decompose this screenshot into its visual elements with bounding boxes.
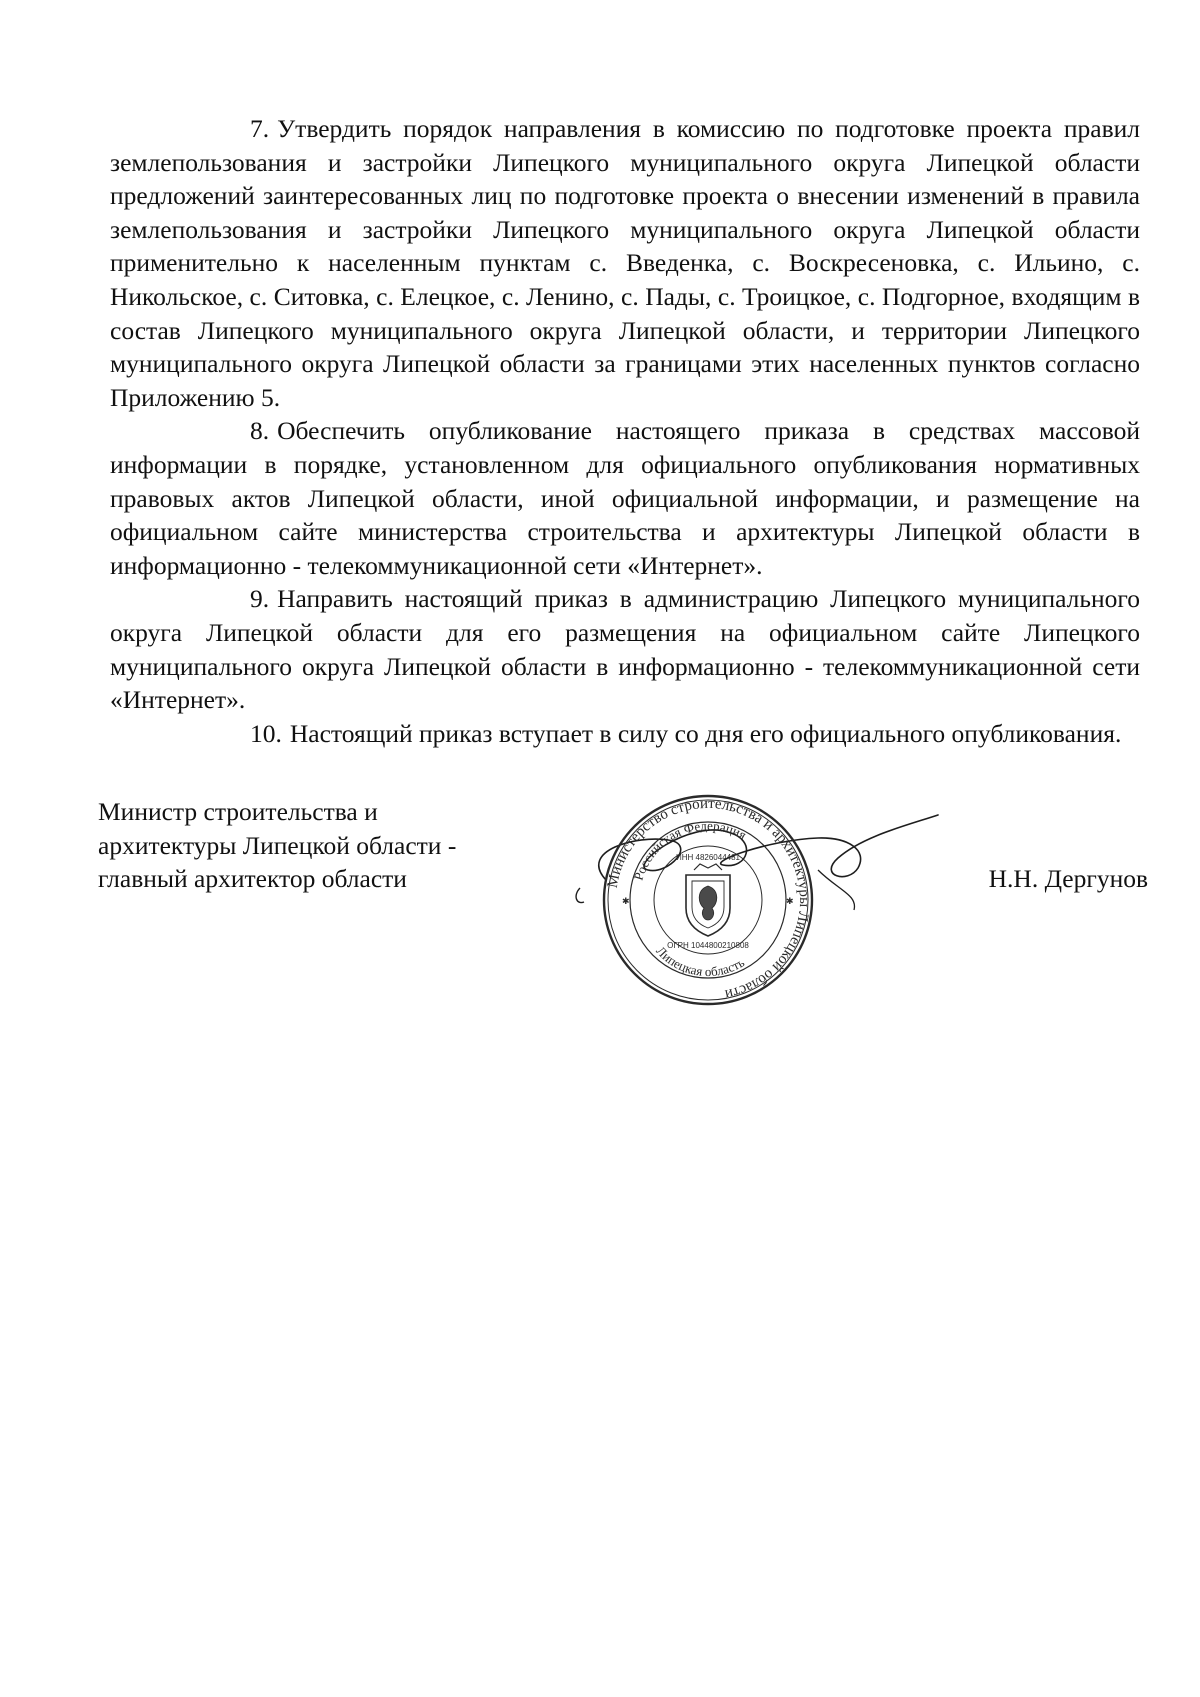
signatory-title-line: главный архитектор области: [98, 864, 407, 894]
paragraph-number: 7.: [250, 114, 270, 143]
paragraph-text: Обеспечить опубликование настоящего приказа в средствах массовой информации в порядке, установленном для официального опубликования нормативных правовых актов Липецкой области, иной официальной информации, и размещение на официальном сайте министерства строительства и архитектуры Липецкой области в информационно - телекоммуникационной сети «Интернет».: [110, 416, 1140, 580]
paragraph-7: [110, 112, 1140, 414]
svg-text:✱: ✱: [622, 897, 630, 907]
signatory-name: Н.Н. Дергунов: [988, 864, 1148, 893]
signatory-title: [98, 795, 538, 896]
seal-outer-text: Министерство строительства и архитектуры Липецкой области: [604, 795, 813, 1003]
signatory-title-line: архитектуры Липецкой области -: [98, 830, 457, 860]
seal-inner-text: Российская Федерация: [630, 817, 750, 883]
paragraph-number: 10.: [250, 718, 282, 748]
paragraph-number: 9.: [250, 584, 270, 614]
seal-graphic: [518, 780, 958, 1020]
paragraph-text: Направить настоящий приказ в администрацию Липецкого муниципального округа Липецкой области для его размещения на официальном сайте Липецкого муниципального округа Липецкой области в информационно - телекоммуникационной сети «Интернет».: [110, 584, 1140, 715]
official-seal: [518, 780, 958, 1020]
signature-block: [98, 795, 1148, 1015]
paragraph-text: Настоящий приказ вступает в силу со дня его официального опубликования.: [289, 718, 1122, 748]
seal-bottom-text: Липецкая область: [653, 943, 747, 980]
seal-ogrn: ОГРН 1044800210808: [667, 941, 749, 950]
paragraph-number: 8.: [250, 416, 270, 446]
paragraph-text: Утвердить порядок направления в комиссию по подготовке проекта правил землепользования и застройки Липецкого муниципального округа Липецкой области предложений заинтересованных лиц по подготовке проекта о внесении изменений в правила землепользования и застройки Липецкого муниципального округа Липецкой области применительно к населенным пунктам с. Введенка, с. Воскресеновка, с. Ильино, с. Никольское, с. Ситовка, с. Елецкое, с. Ленино, с. Пады, с. Троицкое, с. Подгорное, входящим в состав Липецкого муниципального округа Липецкой области, и территории Липецкого муниципального округа Липецкой области за границами этих населенных пунктов согласно Приложению 5.: [110, 114, 1140, 412]
svg-text:✱: ✱: [786, 897, 794, 907]
signatory-title-line: Министр строительства и: [98, 797, 378, 826]
coat-of-arms-icon: [686, 864, 730, 936]
paragraph-10: [110, 717, 1140, 751]
paragraph-8: [110, 414, 1140, 582]
seal-inn: ИНН 4826044481: [675, 853, 741, 862]
paragraph-9: [110, 582, 1140, 716]
order-body: [110, 112, 1140, 750]
